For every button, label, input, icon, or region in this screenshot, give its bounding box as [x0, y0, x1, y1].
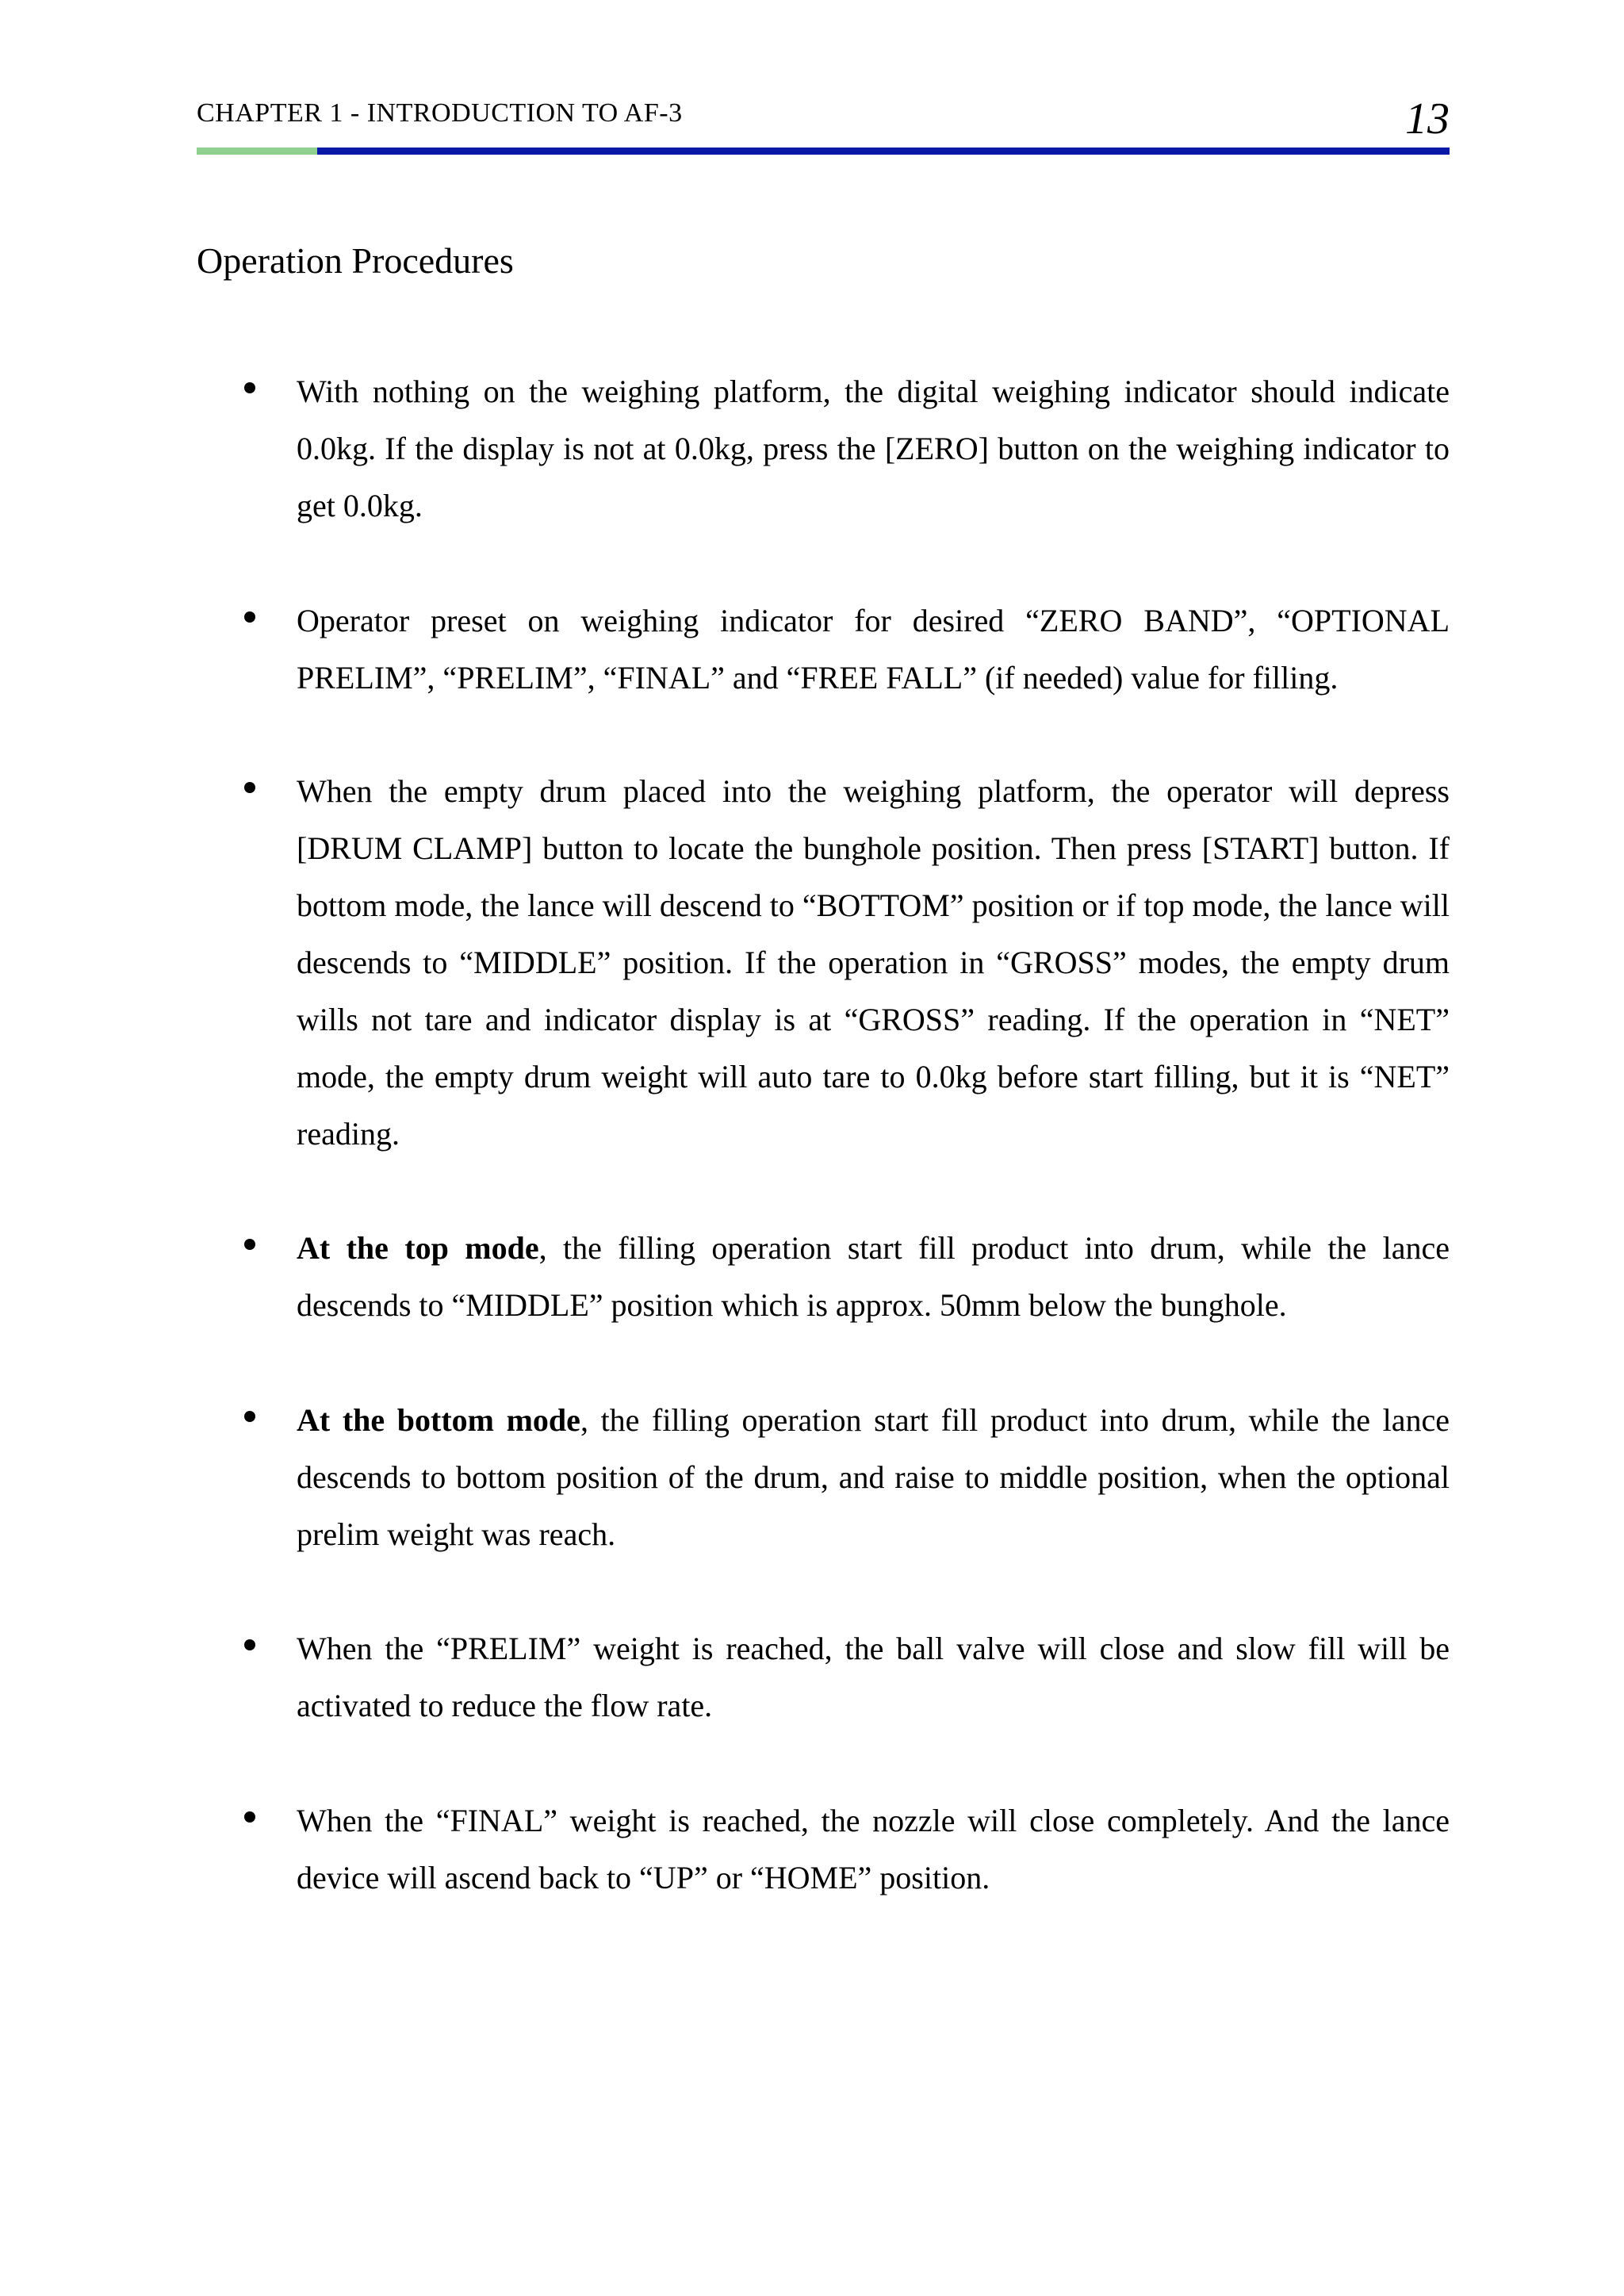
procedure-body: When the empty drum placed into the weighing platform, the operator will depress [DRUM CLAMP] button to locate the bunghole position. Then press [START] button. If bottom mode, the lance will descend to “BOTTOM” position or if top mode, the lance will descends to “MIDDLE” position. If the operation in “GROSS” modes, the empty drum wills not tare and indicator display is at “GROSS” reading. If the operation in “NET” mode, the empty drum weight will auto tare to 0.0kg before start filling, but it is “NET” reading.	[297, 773, 1450, 1152]
procedure-text	[297, 363, 1450, 535]
page-number: 13	[1405, 94, 1450, 144]
procedure-text	[297, 1792, 1450, 1907]
header-rule-green-segment	[197, 148, 317, 155]
bullet-icon	[244, 782, 255, 793]
bullet-icon	[244, 611, 255, 623]
procedure-body: When the “PRELIM” weight is reached, the ball valve will close and slow fill will be activated to reduce the flow rate.	[297, 1631, 1450, 1723]
procedure-body: , the filling operation start fill product into drum, while the lance descends to “MIDDLE” position which is approx. 50mm below the bunghole.	[297, 1230, 1450, 1323]
header-rule	[197, 148, 1450, 155]
bullet-icon	[244, 1239, 255, 1250]
procedure-body: Operator preset on weighing indicator for desired “ZERO BAND”, “OPTIONAL PRELIM”, “PRELIM”, “FINAL” and “FREE FALL” (if needed) value for filling.	[297, 603, 1450, 696]
bullet-icon	[244, 382, 255, 393]
bullet-icon	[244, 1811, 255, 1823]
header-rule-blue-segment	[317, 148, 1450, 155]
procedure-body: When the “FINAL” weight is reached, the nozzle will close completely. And the lance device will ascend back to “UP” or “HOME” position.	[297, 1803, 1450, 1895]
procedure-text	[297, 1620, 1450, 1734]
section-heading: Operation Procedures	[197, 240, 514, 281]
procedure-text	[297, 1392, 1450, 1563]
page-header	[197, 94, 1450, 157]
procedure-text	[297, 592, 1450, 707]
procedure-text	[297, 763, 1450, 1163]
chapter-title: CHAPTER 1 - INTRODUCTION TO AF-3	[197, 98, 683, 128]
procedure-body: , the filling operation start fill product into drum, while the lance descends to bottom position of the drum, and raise to middle position, when the optional prelim weight was reach.	[297, 1402, 1450, 1552]
procedure-body: With nothing on the weighing platform, the digital weighing indicator should indicate 0.0kg. If the display is not at 0.0kg, press the [ZERO] button on the weighing indicator to get 0.0kg.	[297, 374, 1450, 523]
bullet-icon	[244, 1411, 255, 1422]
procedure-text	[297, 1220, 1450, 1334]
procedure-bold-lead: At the bottom mode	[297, 1402, 580, 1438]
procedure-bold-lead: At the top mode	[297, 1230, 539, 1266]
bullet-icon	[244, 1639, 255, 1650]
